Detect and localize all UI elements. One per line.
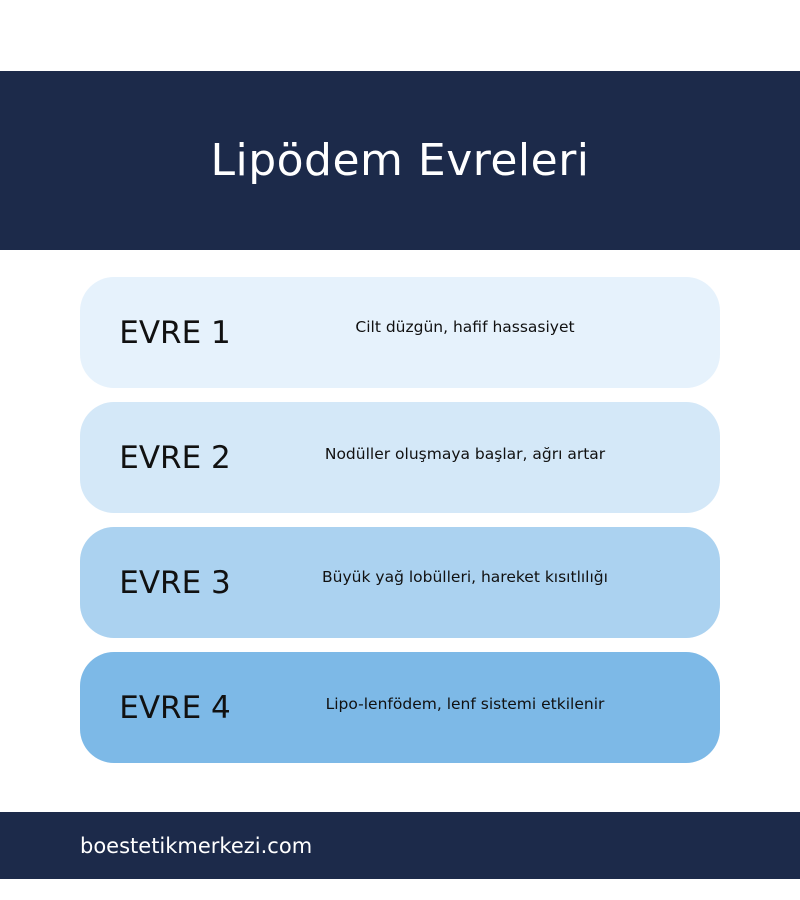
stage-card-3 xyxy=(80,527,720,638)
stage-description: Nodüller oluşmaya başlar, ağrı artar xyxy=(324,444,606,463)
stage-card-1 xyxy=(80,277,720,388)
stage-card-2 xyxy=(80,402,720,513)
stage-description: Büyük yağ lobülleri, hareket kısıtlılığı xyxy=(322,567,608,586)
stage-label: EVRE 4 xyxy=(119,689,231,726)
stage-label: EVRE 3 xyxy=(119,564,231,601)
stage-description: Lipo-lenfödem, lenf sistemi etkilenir xyxy=(325,694,605,713)
stage-label: EVRE 1 xyxy=(119,314,231,351)
title-banner xyxy=(0,71,800,250)
website-link[interactable]: boestetikmerkezi.com xyxy=(80,833,313,858)
stage-label: EVRE 2 xyxy=(119,439,231,476)
stage-list xyxy=(80,277,720,777)
stage-card-4 xyxy=(80,652,720,763)
stage-description: Cilt düzgün, hafif hassasiyet xyxy=(355,317,575,336)
page-title: Lipödem Evreleri xyxy=(210,135,590,186)
footer-banner xyxy=(0,812,800,879)
